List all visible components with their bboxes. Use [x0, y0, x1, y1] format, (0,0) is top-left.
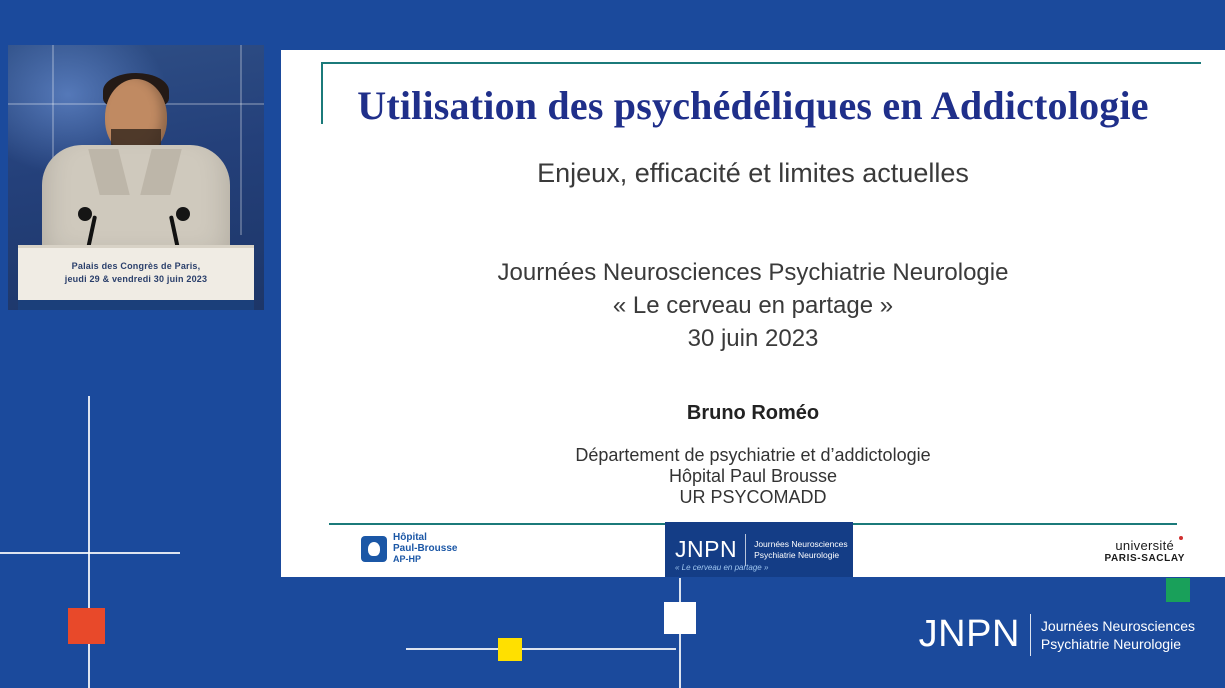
- affiliation-line-1: Département de psychiatrie et d’addictologie: [575, 445, 931, 465]
- jnpn-logo-acronym: JNPN: [675, 536, 738, 562]
- slide-author: Bruno Roméo: [686, 402, 820, 424]
- watermark-subtitle: [1041, 617, 1195, 653]
- hopital-paul-brousse-logo: [361, 532, 457, 565]
- decor-square-green: [1166, 578, 1190, 602]
- jnpn-logo-slide: [665, 522, 853, 577]
- jnpn-logo-line-1: Journées Neurosciences: [754, 538, 848, 549]
- decor-hline-center: [406, 648, 676, 650]
- decor-hline-left: [0, 552, 180, 554]
- jnpn-logo-subtitle: [754, 539, 848, 561]
- slide-title: Utilisation des psychédéliques en Addictologie: [357, 83, 1149, 128]
- decor-vline-video-2: [240, 45, 242, 235]
- affiliation-line-2: Hôpital Paul Brousse: [668, 466, 838, 486]
- microphone-right-head: [176, 207, 190, 221]
- microphone-left-head: [78, 207, 92, 221]
- jnpn-logo-divider: [745, 534, 746, 566]
- watermark-acronym: JNPN: [918, 613, 1020, 655]
- podium-panel: [18, 245, 254, 310]
- jnpn-logo-tagline: « Le cerveau en partage »: [675, 563, 769, 572]
- event-line-2: « Le cerveau en partage »: [612, 292, 894, 319]
- jnpn-logo-line-2: Psychiatrie Neurologie: [754, 549, 840, 560]
- affiliation-line-3: UR PSYCOMADD: [679, 487, 827, 507]
- podium-base-bar: [18, 300, 254, 310]
- jnpn-watermark: [919, 613, 1195, 656]
- university-logo-dot-icon: [1179, 536, 1183, 540]
- decor-vline-left: [88, 396, 90, 688]
- watermark-line-2: Psychiatrie Neurologie: [1040, 635, 1181, 652]
- decor-square-red: [68, 608, 105, 644]
- watermark-line-1: Journées Neurosciences: [1040, 617, 1195, 634]
- podium-text: [18, 248, 254, 286]
- slide-subtitle: Enjeux, efficacité et limites actuelles: [537, 158, 969, 188]
- hospital-logo-line-1: Hôpital: [393, 532, 427, 543]
- slide-affiliation-block: [281, 445, 1225, 508]
- podium-line-2: jeudi 29 & vendredi 30 juin 2023: [64, 274, 208, 284]
- hospital-logo-line-2: Paul-Brousse: [393, 543, 458, 554]
- hospital-logo-text: [393, 532, 457, 565]
- event-line-3: 30 juin 2023: [687, 325, 819, 352]
- hospital-mark-icon: [361, 536, 387, 562]
- slide-canvas: [281, 50, 1225, 577]
- university-logo-line-1: université: [1115, 538, 1175, 553]
- hospital-logo-line-3: AP-HP: [393, 554, 422, 564]
- watermark-divider: [1030, 614, 1031, 656]
- decor-square-white: [664, 602, 696, 634]
- decor-square-yellow: [498, 638, 522, 661]
- podium-line-1: Palais des Congrès de Paris,: [71, 261, 201, 271]
- university-logo-line-2: PARIS-SACLAY: [1104, 553, 1185, 564]
- speaker-video-thumbnail[interactable]: [8, 45, 264, 310]
- event-line-1: Journées Neurosciences Psychiatrie Neurologie: [497, 259, 1009, 286]
- slide-rule-top: [321, 62, 1201, 64]
- slide-event-block: [281, 256, 1225, 355]
- universite-paris-saclay-logo: [1104, 538, 1185, 564]
